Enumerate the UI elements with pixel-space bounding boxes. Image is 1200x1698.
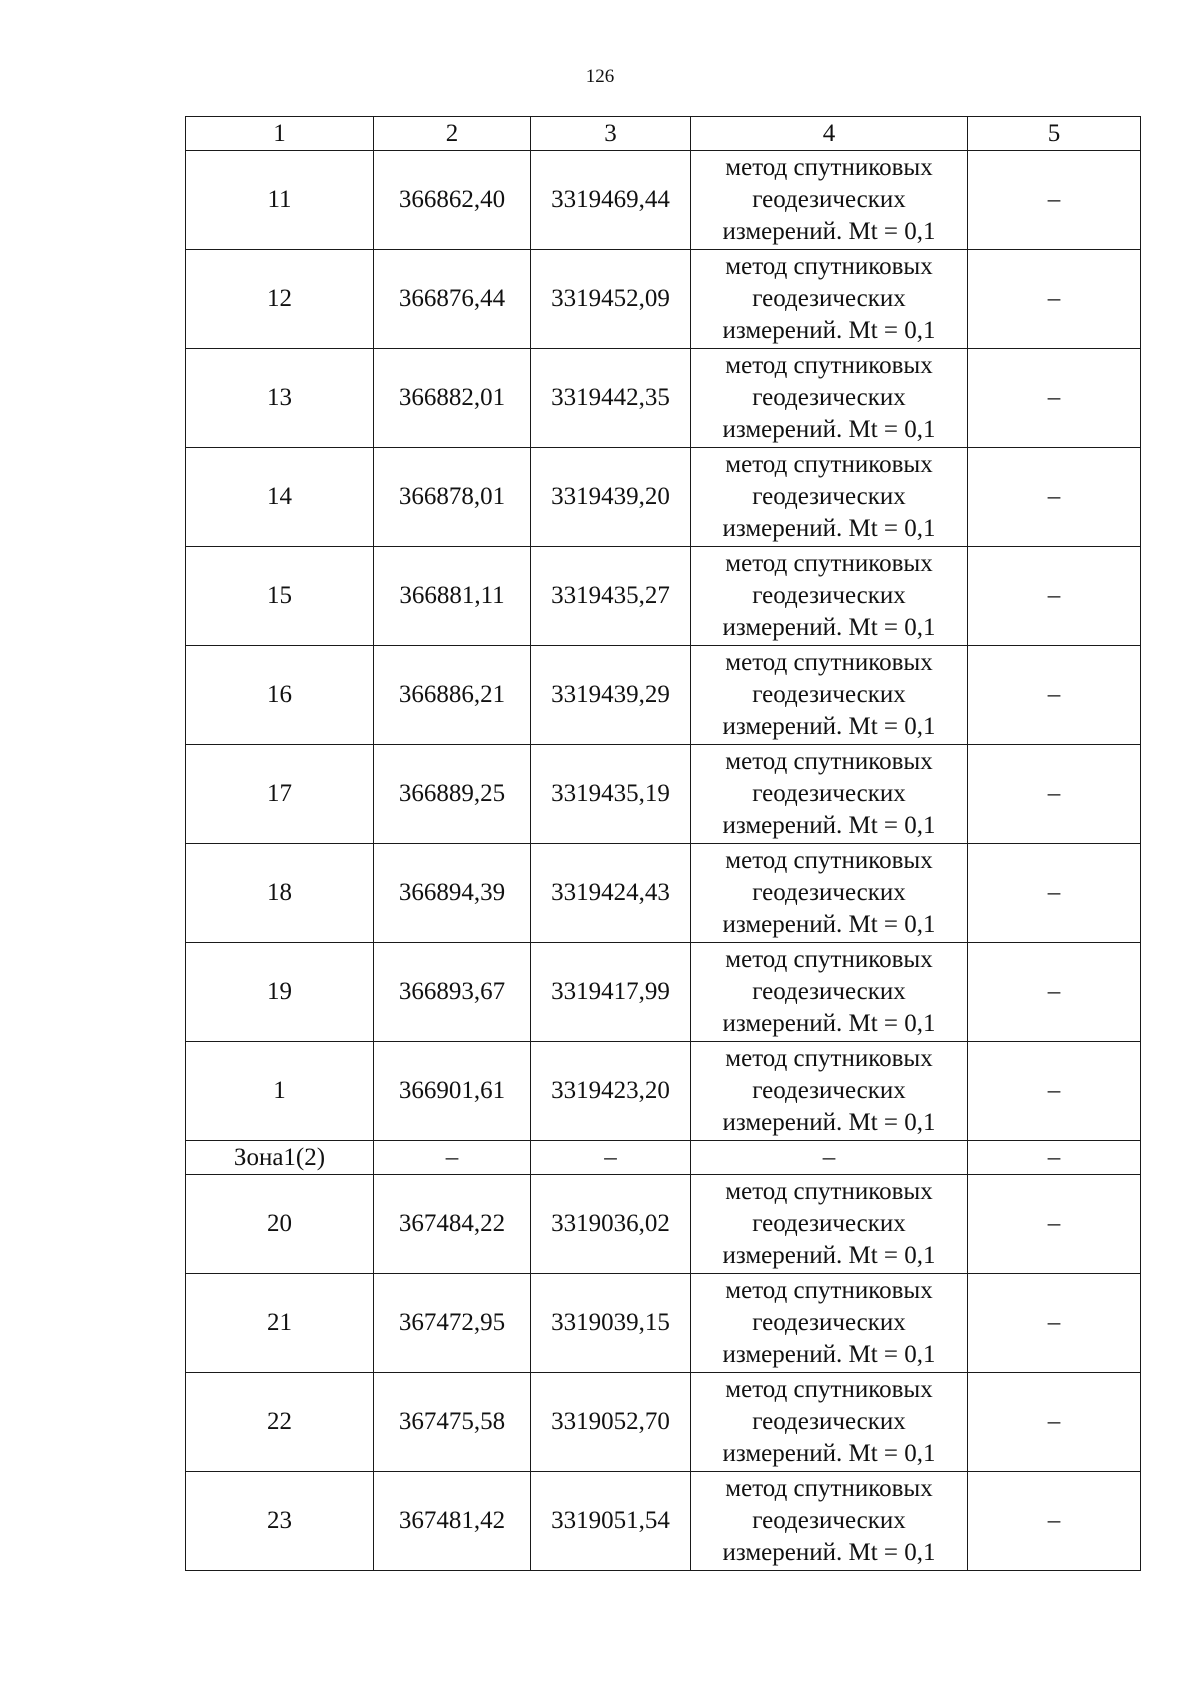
zone-empty-cell: – [691,1141,968,1175]
method-line: метод спутниковых [725,1178,933,1205]
method-line: геодезических [752,681,906,708]
method-line: измерений. Mt = 0,1 [722,614,936,641]
method-line: измерений. Mt = 0,1 [722,812,936,839]
method-line: метод спутниковых [725,946,933,973]
table-row [186,349,1141,448]
method-cell [691,1373,968,1472]
method-cell [691,1042,968,1141]
y-coordinate-cell: 3319442,35 [531,349,691,448]
y-coordinate-cell: 3319423,20 [531,1042,691,1141]
table-row [186,250,1141,349]
method-line: измерений. Mt = 0,1 [722,218,936,245]
method-line: метод спутниковых [725,748,933,775]
method-line: метод спутниковых [725,550,933,577]
note-cell: – [968,1175,1141,1274]
table-row [186,745,1141,844]
point-id-cell: 17 [186,745,374,844]
method-line: геодезических [752,1309,906,1336]
point-id-cell: 16 [186,646,374,745]
method-cell [691,1472,968,1571]
method-line: геодезических [752,186,906,213]
note-cell: – [968,1274,1141,1373]
method-line: метод спутниковых [725,352,933,379]
method-cell [691,1175,968,1274]
point-id-cell: 21 [186,1274,374,1373]
note-cell: – [968,1472,1141,1571]
point-id-cell: 18 [186,844,374,943]
y-coordinate-cell: 3319051,54 [531,1472,691,1571]
table-row [186,943,1141,1042]
method-line: геодезических [752,1210,906,1237]
table-row [186,1373,1141,1472]
table-row [186,151,1141,250]
method-cell [691,151,968,250]
method-line: метод спутниковых [725,1045,933,1072]
point-id-cell: 19 [186,943,374,1042]
point-id-cell: 20 [186,1175,374,1274]
note-cell: – [968,745,1141,844]
point-id-cell: 1 [186,1042,374,1141]
method-cell [691,745,968,844]
y-coordinate-cell: 3319036,02 [531,1175,691,1274]
x-coordinate-cell: 367484,22 [374,1175,531,1274]
x-coordinate-cell: 366893,67 [374,943,531,1042]
x-coordinate-cell: 366878,01 [374,448,531,547]
method-line: метод спутниковых [725,154,933,181]
y-coordinate-cell: 3319039,15 [531,1274,691,1373]
note-cell: – [968,1373,1141,1472]
method-line: измерений. Mt = 0,1 [722,1341,936,1368]
method-line: метод спутниковых [725,1277,933,1304]
table-row [186,844,1141,943]
column-header-2: 2 [374,117,531,151]
method-cell [691,448,968,547]
method-line: измерений. Mt = 0,1 [722,1440,936,1467]
table-row [186,1141,1141,1175]
method-cell [691,547,968,646]
x-coordinate-cell: 366886,21 [374,646,531,745]
y-coordinate-cell: 3319439,29 [531,646,691,745]
point-id-cell: 13 [186,349,374,448]
method-line: метод спутниковых [725,253,933,280]
x-coordinate-cell: 366876,44 [374,250,531,349]
method-line: метод спутниковых [725,649,933,676]
method-line: измерений. Mt = 0,1 [722,1010,936,1037]
zone-empty-cell: – [531,1141,691,1175]
y-coordinate-cell: 3319417,99 [531,943,691,1042]
y-coordinate-cell: 3319052,70 [531,1373,691,1472]
column-header-1: 1 [186,117,374,151]
table-header-row [186,117,1141,151]
table-body [186,151,1141,1571]
zone-empty-cell: – [374,1141,531,1175]
method-line: измерений. Mt = 0,1 [722,1242,936,1269]
point-id-cell: 14 [186,448,374,547]
x-coordinate-cell: 366894,39 [374,844,531,943]
y-coordinate-cell: 3319435,19 [531,745,691,844]
method-line: геодезических [752,1507,906,1534]
x-coordinate-cell: 367475,58 [374,1373,531,1472]
table-row [186,1042,1141,1141]
method-cell [691,844,968,943]
method-cell [691,250,968,349]
note-cell: – [968,646,1141,745]
method-line: измерений. Mt = 0,1 [722,1109,936,1136]
point-id-cell: 15 [186,547,374,646]
column-header-5: 5 [968,117,1141,151]
note-cell: – [968,250,1141,349]
method-line: метод спутниковых [725,1376,933,1403]
x-coordinate-cell: 366881,11 [374,547,531,646]
method-line: измерений. Mt = 0,1 [722,317,936,344]
method-line: геодезических [752,483,906,510]
method-line: геодезических [752,1408,906,1435]
x-coordinate-cell: 367481,42 [374,1472,531,1571]
note-cell: – [968,844,1141,943]
method-cell [691,349,968,448]
table-row [186,547,1141,646]
x-coordinate-cell: 367472,95 [374,1274,531,1373]
method-line: геодезических [752,1077,906,1104]
coordinates-table [185,116,1141,1571]
point-id-cell: 12 [186,250,374,349]
x-coordinate-cell: 366882,01 [374,349,531,448]
note-cell: – [968,943,1141,1042]
method-line: метод спутниковых [725,847,933,874]
method-line: измерений. Mt = 0,1 [722,416,936,443]
point-id-cell: 11 [186,151,374,250]
method-cell [691,943,968,1042]
table-row [186,1472,1141,1571]
point-id-cell: 22 [186,1373,374,1472]
y-coordinate-cell: 3319439,20 [531,448,691,547]
method-line: измерений. Mt = 0,1 [722,713,936,740]
page-number: 126 [585,66,615,87]
table-row [186,1274,1141,1373]
method-line: геодезических [752,780,906,807]
x-coordinate-cell: 366889,25 [374,745,531,844]
note-cell: – [968,349,1141,448]
y-coordinate-cell: 3319469,44 [531,151,691,250]
table-row [186,1175,1141,1274]
method-cell [691,1274,968,1373]
table-row [186,448,1141,547]
x-coordinate-cell: 366901,61 [374,1042,531,1141]
method-line: метод спутниковых [725,1475,933,1502]
method-line: геодезических [752,978,906,1005]
method-line: измерений. Mt = 0,1 [722,515,936,542]
table-row [186,646,1141,745]
zone-label-cell: Зона1(2) [186,1141,374,1175]
point-id-cell: 23 [186,1472,374,1571]
method-line: геодезических [752,285,906,312]
y-coordinate-cell: 3319435,27 [531,547,691,646]
note-cell: – [968,1042,1141,1141]
note-cell: – [968,448,1141,547]
x-coordinate-cell: 366862,40 [374,151,531,250]
column-header-4: 4 [691,117,968,151]
method-line: геодезических [752,384,906,411]
column-header-3: 3 [531,117,691,151]
y-coordinate-cell: 3319424,43 [531,844,691,943]
note-cell: – [968,547,1141,646]
zone-empty-cell: – [968,1141,1141,1175]
method-line: измерений. Mt = 0,1 [722,1539,936,1566]
method-line: метод спутниковых [725,451,933,478]
y-coordinate-cell: 3319452,09 [531,250,691,349]
method-line: геодезических [752,879,906,906]
method-cell [691,646,968,745]
method-line: измерений. Mt = 0,1 [722,911,936,938]
method-line: геодезических [752,582,906,609]
note-cell: – [968,151,1141,250]
